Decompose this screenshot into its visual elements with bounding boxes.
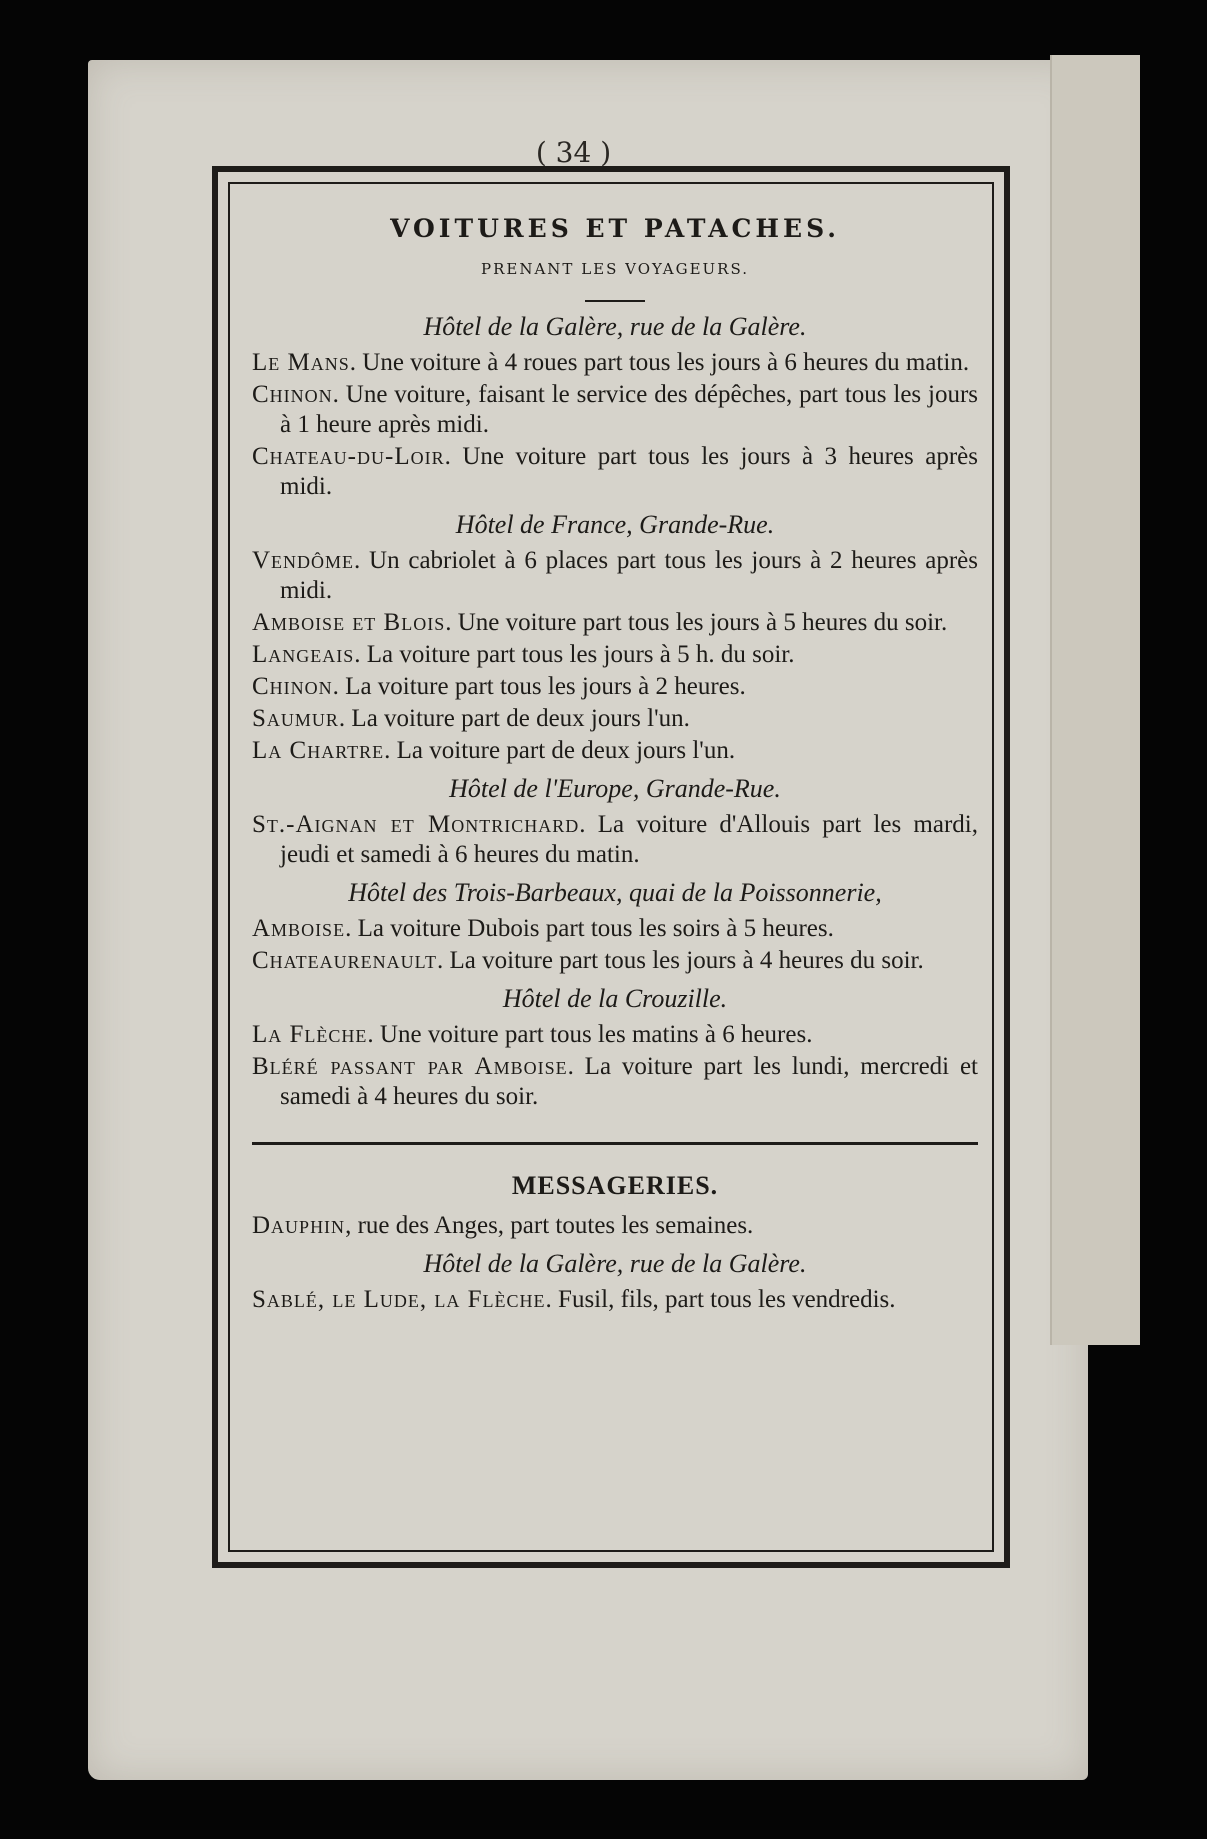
entry-text: . Une voiture part tous les matins à 6 heures. bbox=[367, 1021, 813, 1048]
place-name: Amboise et Blois bbox=[252, 609, 446, 636]
entry-text: . La voiture part tous les jours à 5 h. du soir. bbox=[354, 641, 795, 668]
schedule-entry bbox=[252, 914, 978, 944]
short-rule bbox=[585, 300, 645, 302]
schedule-entry bbox=[252, 546, 978, 606]
schedule-entry bbox=[252, 672, 978, 702]
place-name: Dauphin bbox=[252, 1212, 346, 1239]
hotel-heading: Hôtel de la Galère, rue de la Galère. bbox=[423, 1249, 807, 1278]
entry-text: . La voiture Dubois part tous les soirs à 5 heures. bbox=[345, 915, 834, 942]
entry-text: , rue des Anges, part toutes les semaines. bbox=[345, 1212, 754, 1239]
schedule-entry bbox=[252, 640, 978, 670]
schedule-entry bbox=[252, 380, 978, 440]
schedule-entry bbox=[252, 810, 978, 870]
section-divider bbox=[252, 1142, 978, 1145]
schedule-entry bbox=[252, 608, 978, 638]
schedule-entry bbox=[252, 1052, 978, 1112]
hotel-heading: Hôtel de l'Europe, Grande-Rue. bbox=[449, 774, 781, 803]
place-name: Bléré passant par Amboise bbox=[252, 1053, 568, 1080]
entry-text: . La voiture d'Allouis part les mardi, jeudi et samedi à 6 heures du matin. bbox=[280, 811, 978, 868]
entry-text: . Une voiture, faisant le service des dépêches, part tous les jours à 1 heure après midi. bbox=[280, 381, 978, 438]
place-name: Chateaurenault bbox=[252, 947, 438, 974]
entry-text: . La voiture part tous les jours à 4 heures du soir. bbox=[437, 947, 924, 974]
paper-fold-edge bbox=[1050, 55, 1140, 1345]
schedule-entry bbox=[252, 442, 978, 502]
text-frame bbox=[212, 166, 1010, 1568]
schedule-entry bbox=[252, 704, 978, 734]
place-name: Langeais bbox=[252, 641, 355, 668]
place-name: Vendôme bbox=[252, 547, 355, 574]
frame-content bbox=[252, 204, 978, 1530]
entry-text: . Une voiture à 4 roues part tous les jours à 6 heures du matin. bbox=[349, 349, 970, 376]
hotel-heading: Hôtel des Trois-Barbeaux, quai de la Poissonnerie, bbox=[348, 878, 882, 907]
page-number: ( 34 ) bbox=[535, 136, 612, 169]
schedule-entry bbox=[252, 736, 978, 766]
schedule-entry bbox=[252, 348, 978, 378]
schedule-entry bbox=[252, 946, 978, 976]
entry-text: . Une voiture part tous les jours à 3 heures après midi. bbox=[280, 443, 978, 500]
entry-text: . Un cabriolet à 6 places part tous les jours à 2 heures après midi. bbox=[280, 547, 978, 604]
schedule-entry bbox=[252, 1211, 978, 1241]
place-name: Chinon bbox=[252, 673, 333, 700]
place-name: Chinon bbox=[252, 381, 333, 408]
place-name: Le Mans bbox=[252, 349, 350, 376]
place-name: La Chartre bbox=[252, 737, 385, 764]
entry-text: . La voiture part tous les jours à 2 heures. bbox=[332, 673, 746, 700]
entry-text: . La voiture part les lundi, mercredi et samedi à 4 heures du soir. bbox=[280, 1053, 978, 1110]
hotel-heading: Hôtel de la Galère, rue de la Galère. bbox=[423, 312, 807, 341]
place-name: St.-Aignan et Montrichard bbox=[252, 811, 580, 838]
voitures-subtitle: PRENANT LES VOYAGEURS. bbox=[481, 260, 749, 278]
entry-text: . La voiture part de deux jours l'un. bbox=[338, 705, 690, 732]
entry-text: . Une voiture part tous les jours à 5 heures du soir. bbox=[445, 609, 948, 636]
place-name: Saumur bbox=[252, 705, 339, 732]
entry-text: . Fusil, fils, part tous les vendredis. bbox=[545, 1286, 896, 1313]
entry-text: . La voiture part de deux jours l'un. bbox=[384, 737, 736, 764]
hotel-heading: Hôtel de la Crouzille. bbox=[502, 984, 728, 1013]
hotel-heading: Hôtel de France, Grande-Rue. bbox=[455, 510, 775, 539]
place-name: Sablé, le Lude, la Flèche bbox=[252, 1286, 546, 1313]
schedule-entry bbox=[252, 1285, 978, 1315]
place-name: Amboise bbox=[252, 915, 346, 942]
voitures-title: VOITURES ET PATACHES. bbox=[390, 214, 840, 243]
schedule-entry bbox=[252, 1020, 978, 1050]
place-name: Chateau-du-Loir bbox=[252, 443, 445, 470]
text-frame-inner bbox=[228, 182, 994, 1552]
place-name: La Flèche bbox=[252, 1021, 368, 1048]
messageries-title: MESSAGERIES. bbox=[511, 1171, 719, 1200]
